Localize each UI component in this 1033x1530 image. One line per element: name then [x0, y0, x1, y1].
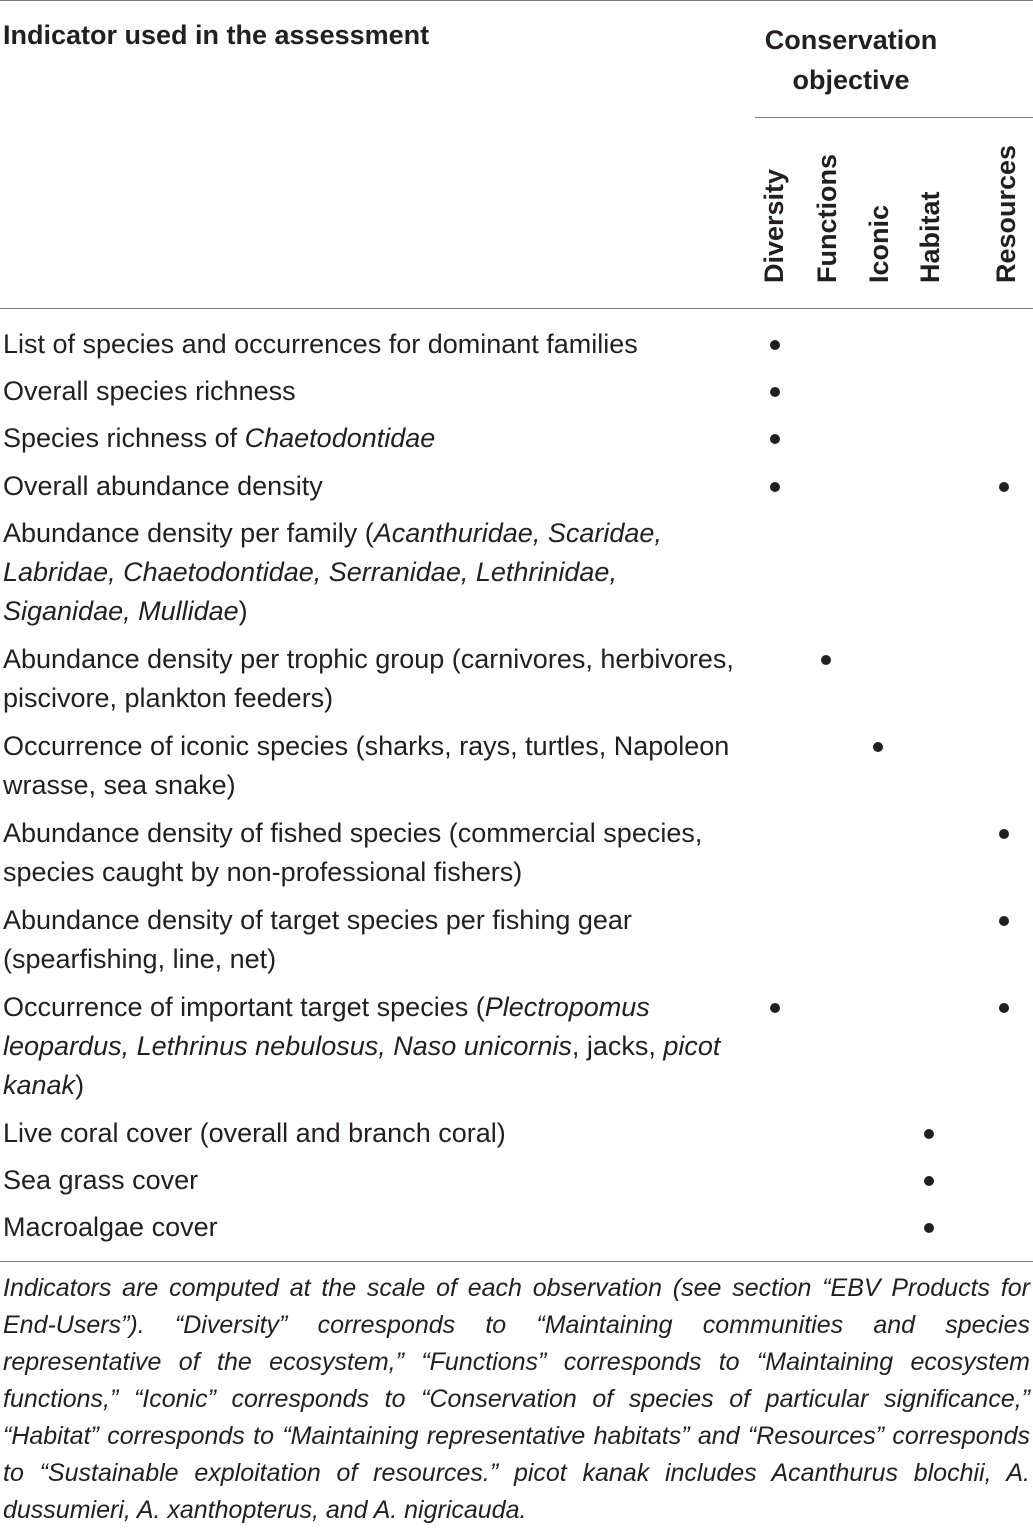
indicator-text: Species richness of	[3, 423, 245, 453]
objective-mark-functions	[821, 655, 831, 665]
objective-mark-diversity	[770, 482, 780, 492]
objective-mark-diversity	[770, 340, 780, 350]
indicator-text: , jacks,	[571, 1031, 664, 1061]
indicator-label	[3, 814, 743, 892]
header-bottom-rule	[0, 308, 1033, 309]
indicator-label	[3, 419, 743, 458]
indicator-text: Abundance density per trophic group (carnivores, herbivores, piscivore, plankton feeders)	[3, 644, 734, 713]
indicator-text: Overall species richness	[3, 376, 296, 406]
indicator-label	[3, 467, 743, 506]
indicator-label	[3, 727, 743, 805]
objective-group-rule	[755, 117, 1033, 118]
indicator-label	[3, 372, 743, 411]
indicator-text: Abundance density per family (	[3, 518, 374, 548]
indicator-label	[3, 325, 743, 364]
objective-mark-diversity	[770, 387, 780, 397]
indicator-text: Abundance density of target species per fishing gear (spearfishing, line, net)	[3, 905, 632, 974]
indicator-text: )	[75, 1070, 85, 1100]
objective-mark-iconic	[873, 742, 883, 752]
objective-group-header	[755, 20, 947, 100]
objective-mark-diversity	[770, 1003, 780, 1013]
indicator-text: Acanthuridae, Scaridae, Labridae, Chaetodontidae, Serranidae, Lethrinidae, Siganidae, Mullidae	[3, 518, 662, 626]
indicator-column-header: Indicator used in the assessment	[3, 20, 430, 50]
column-header-functions: Functions	[812, 154, 842, 283]
indicator-text: picot kanak	[3, 1031, 721, 1100]
indicator-text: Plectropomus leopardus, Lethrinus nebulosus, Naso unicornis	[3, 992, 650, 1061]
indicator-label	[3, 988, 743, 1105]
column-header-diversity: Diversity	[759, 168, 789, 283]
indicator-text: Chaetodontidae	[244, 423, 436, 453]
objective-group-line2: objective	[792, 65, 910, 95]
column-header-resources: Resources	[991, 144, 1021, 283]
objective-mark-habitat	[924, 1176, 934, 1186]
indicator-label	[3, 514, 743, 631]
indicator-text: Overall abundance density	[3, 471, 323, 501]
objective-mark-resources	[999, 829, 1009, 839]
objective-mark-resources	[999, 916, 1009, 926]
indicator-text: Occurrence of iconic species (sharks, rays, turtles, Napoleon wrasse, sea snake)	[3, 731, 730, 800]
table-footnote: Indicators are computed at the scale of each observation (see section “EBV Products for End-Users”). “Diversity” corresponds to “Maintaining communities and species representative of the ecosystem,” “Functions” corresponds to “Maintaining ecosystem functions,” “Iconic” corresponds to “Conservation of species of particular significance,” “Habitat” corresponds to “Maintaining representative habitats” and “Resources” corresponds to “Sustainable exploitation of resources.” picot kanak includes Acanthurus blochii, A. dussumieri, A. xanthopterus, and A. nigricauda.	[3, 1274, 1030, 1524]
indicator-text: )	[238, 596, 248, 626]
indicator-label	[3, 1114, 743, 1153]
indicator-text: Occurrence of important target species (	[3, 992, 485, 1022]
indicator-label	[3, 901, 743, 979]
objective-group-line1: Conservation	[764, 25, 938, 55]
indicator-text: Live coral cover (overall and branch coral)	[3, 1118, 506, 1148]
indicator-label	[3, 1161, 743, 1200]
column-header-habitat: Habitat	[915, 191, 945, 283]
indicator-label	[3, 640, 743, 718]
indicator-text: Macroalgae cover	[3, 1212, 218, 1242]
objective-mark-habitat	[924, 1129, 934, 1139]
top-rule	[0, 0, 1033, 1]
indicator-text: Abundance density of fished species (commercial species, species caught by non-professional fishers)	[3, 818, 703, 887]
indicator-text: List of species and occurrences for dominant families	[3, 329, 638, 359]
indicator-label	[3, 1208, 743, 1247]
objective-mark-resources	[999, 1003, 1009, 1013]
table-bottom-rule	[0, 1261, 1033, 1262]
objective-mark-diversity	[770, 434, 780, 444]
column-header-iconic: Iconic	[864, 204, 894, 283]
objective-mark-habitat	[924, 1223, 934, 1233]
objective-mark-resources	[999, 482, 1009, 492]
indicator-text: Sea grass cover	[3, 1165, 199, 1195]
